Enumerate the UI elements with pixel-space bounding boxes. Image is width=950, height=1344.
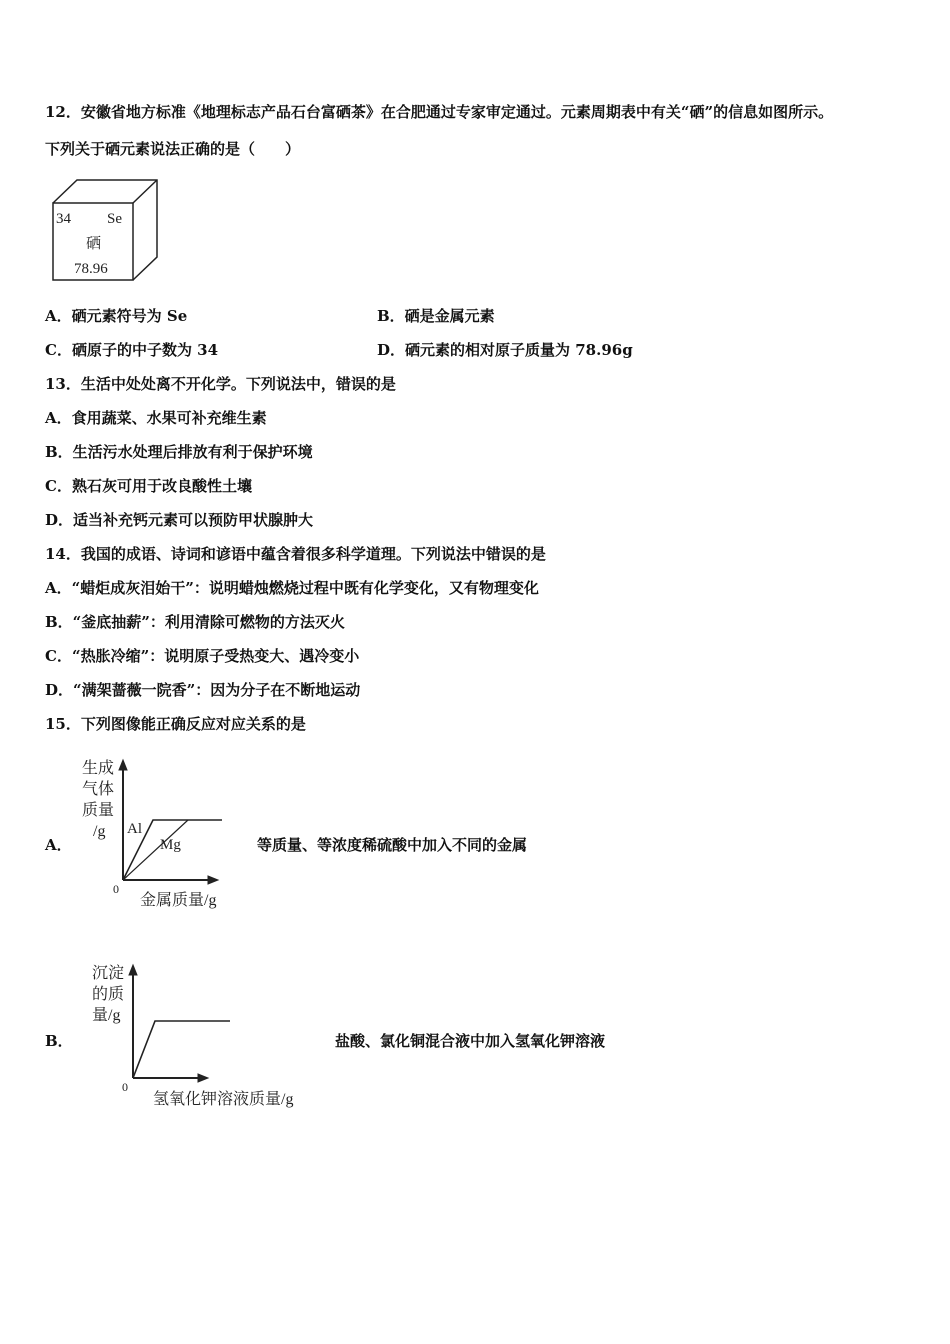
q15-stem: 15．下列图像能正确反应对应关系的是 [45, 715, 306, 733]
graph-a-xlabel: 金属质量/g [140, 892, 217, 909]
graph-a-ylabel-2: 气体 [82, 781, 115, 798]
graph-b-xlabel: 氢氧化钾溶液质量/g [153, 1091, 294, 1108]
q13-stem: 13．生活中处处离不开化学。下列说法中，错误的是 [45, 375, 396, 393]
graph-a-ylabel-1: 生成 [82, 760, 115, 777]
element-symbol: Se [107, 211, 122, 227]
q15-option-b-caption: 盐酸、氯化铜混合液中加入氢氧化钾溶液 [335, 1032, 606, 1050]
q14-option-d: D．“满架蔷薇一院香”：因为分子在不断地运动 [45, 681, 361, 699]
q12-option-c: C．硒原子的中子数为 34 [45, 341, 219, 359]
mg-label: Mg [160, 837, 181, 853]
graph-b-origin: 0 [122, 1080, 128, 1094]
graph-b-ylabel-3: 量/g [92, 1007, 121, 1024]
q15-option-b-label: B． [45, 1032, 73, 1050]
atomic-mass: 78.96 [74, 261, 108, 277]
al-label: Al [127, 821, 142, 837]
q13-option-c: C．熟石灰可用于改良酸性土壤 [45, 477, 252, 495]
q12-option-b: B．硒是金属元素 [377, 307, 495, 325]
q14-option-a: A．“蜡炬成灰泪始干”：说明蜡烛燃烧过程中既有化学变化，又有物理变化 [45, 579, 539, 597]
element-name: 硒 [86, 236, 102, 252]
q13-option-a: A．食用蔬菜、水果可补充维生素 [45, 409, 267, 427]
q14-option-c: C．“热胀冷缩”：说明原子受热变大、遇冷变小 [45, 647, 360, 665]
q12-option-a: A．硒元素符号为 Se [45, 307, 188, 325]
q12-stem-line2: 下列关于硒元素说法正确的是（ ） [45, 140, 301, 158]
q13-option-b: B．生活污水处理后排放有利于保护环境 [45, 443, 313, 461]
q12-option-d: D．硒元素的相对原子质量为 78.96g [377, 341, 633, 359]
q14-stem: 14．我国的成语、诗词和谚语中蕴含着很多科学道理。下列说法中错误的是 [45, 545, 546, 563]
q15-option-a-label: A． [45, 836, 72, 854]
atomic-number: 34 [56, 211, 71, 227]
q13-option-d: D．适当补充钙元素可以预防甲状腺肿大 [45, 511, 314, 529]
graph-b-ylabel-1: 沉淀 [92, 965, 125, 982]
graph-b-ylabel-2: 的质 [92, 986, 125, 1003]
graph-b [129, 965, 230, 1082]
q15-option-a-caption: 等质量、等浓度稀硫酸中加入不同的金属 [257, 836, 528, 854]
graph-a-origin: 0 [113, 882, 119, 896]
q14-option-b: B．“釜底抽薪”：利用清除可燃物的方法灭火 [45, 613, 345, 631]
graph-a-ylabel-3: 质量 [82, 802, 115, 819]
graph-a-ylabel-4: /g [93, 823, 106, 840]
precipitate-curve [133, 1021, 230, 1078]
q12-stem-line1: 12．安徽省地方标准《地理标志产品石台富硒茶》在合肥通过专家审定通过。元素周期表中有关“硒”的信息如图所示。 [45, 103, 834, 121]
